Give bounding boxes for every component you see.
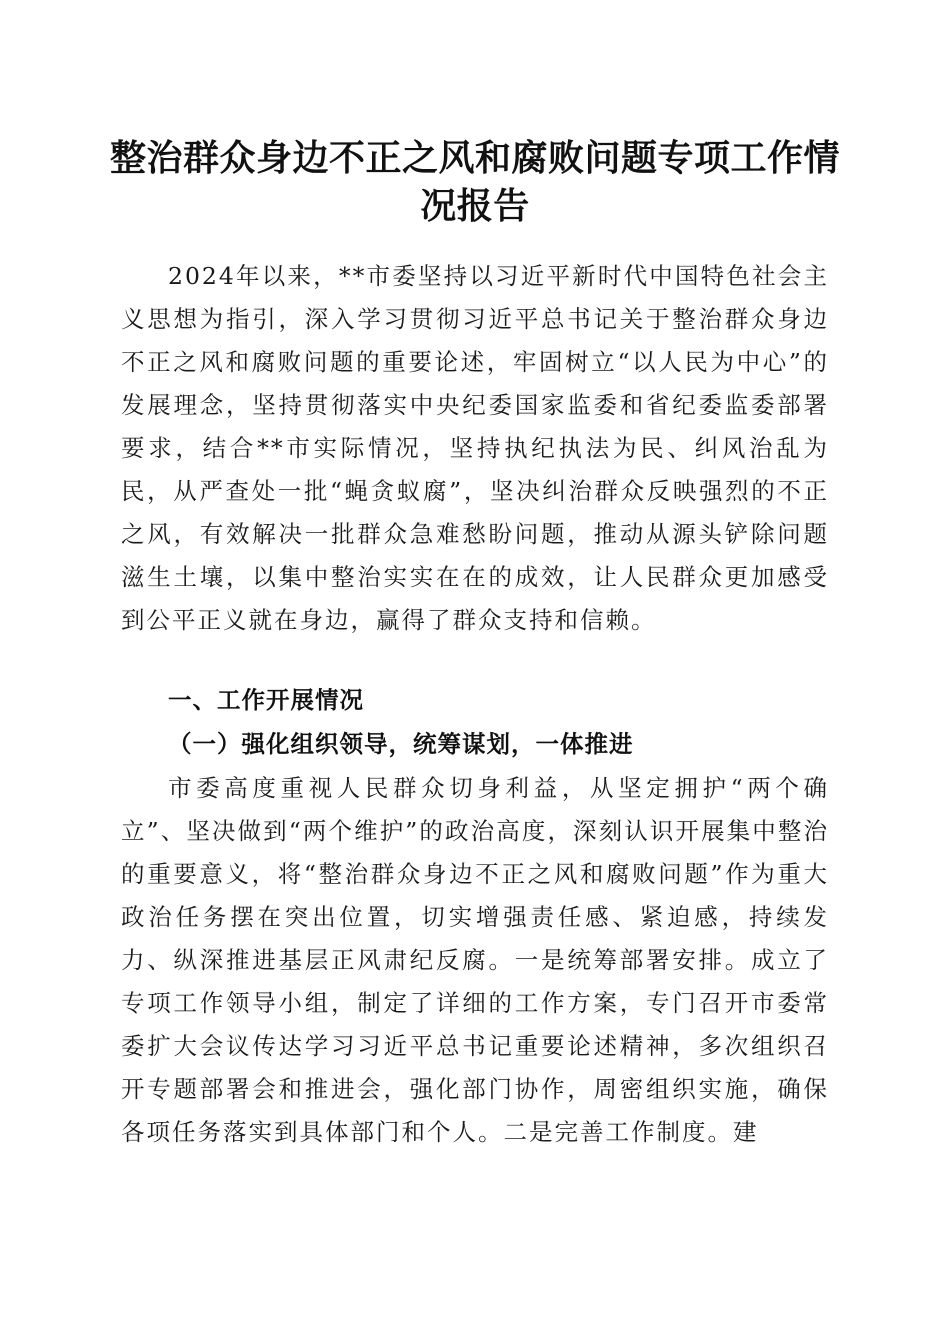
- section1-paragraph: 市委高度重视人民群众切身利益，从坚定拥护“两个确立”、坚决做到“两个维护”的政治高度，深刻认识开展集中整治的重要意义，将“整治群众身边不正之风和腐败问题”作为重大政治任务摆在突出位置，切实增强责任感、紧迫感，持续发力、纵深推进基层正风肃纪反腐。一是统筹部署安排。成立了专项工作领导小组，制定了详细的工作方案，专门召开市委常委扩大会议传达学习习近平总书记重要论述精神，多次组织召开专题部署会和推进会，强化部门协作，周密组织实施，确保各项任务落实到具体部门和个人。二是完善工作制度。建: [121, 774, 829, 1146]
- section-heading-1: 一、工作开展情况: [168, 686, 364, 714]
- subsection-heading-1: （一）强化组织领导，统筹谋划，一体推进: [168, 730, 634, 758]
- document-title: 整治群众身边不正之风和腐败问题专项工作情况报告: [110, 137, 841, 227]
- intro-paragraph: 2024年以来，**市委坚持以习近平新时代中国特色社会主义思想为指引，深入学习贯彻习近平总书记关于整治群众身边不正之风和腐败问题的重要论述，牢固树立“以人民为中心”的发展理念，坚持贯彻落实中央纪委国家监委和省纪委监委部署要求，结合**市实际情况，坚持执纪执法为民、纠风治乱为民，从严查处一批“蝇贪蚁腐”，坚决纠治群众反映强烈的不正之风，有效解决一批群众急难愁盼问题，推动从源头铲除问题滋生土壤，以集中整治实实在在的成效，让人民群众更加感受到公平正义就在身边，赢得了群众支持和信赖。: [121, 262, 829, 634]
